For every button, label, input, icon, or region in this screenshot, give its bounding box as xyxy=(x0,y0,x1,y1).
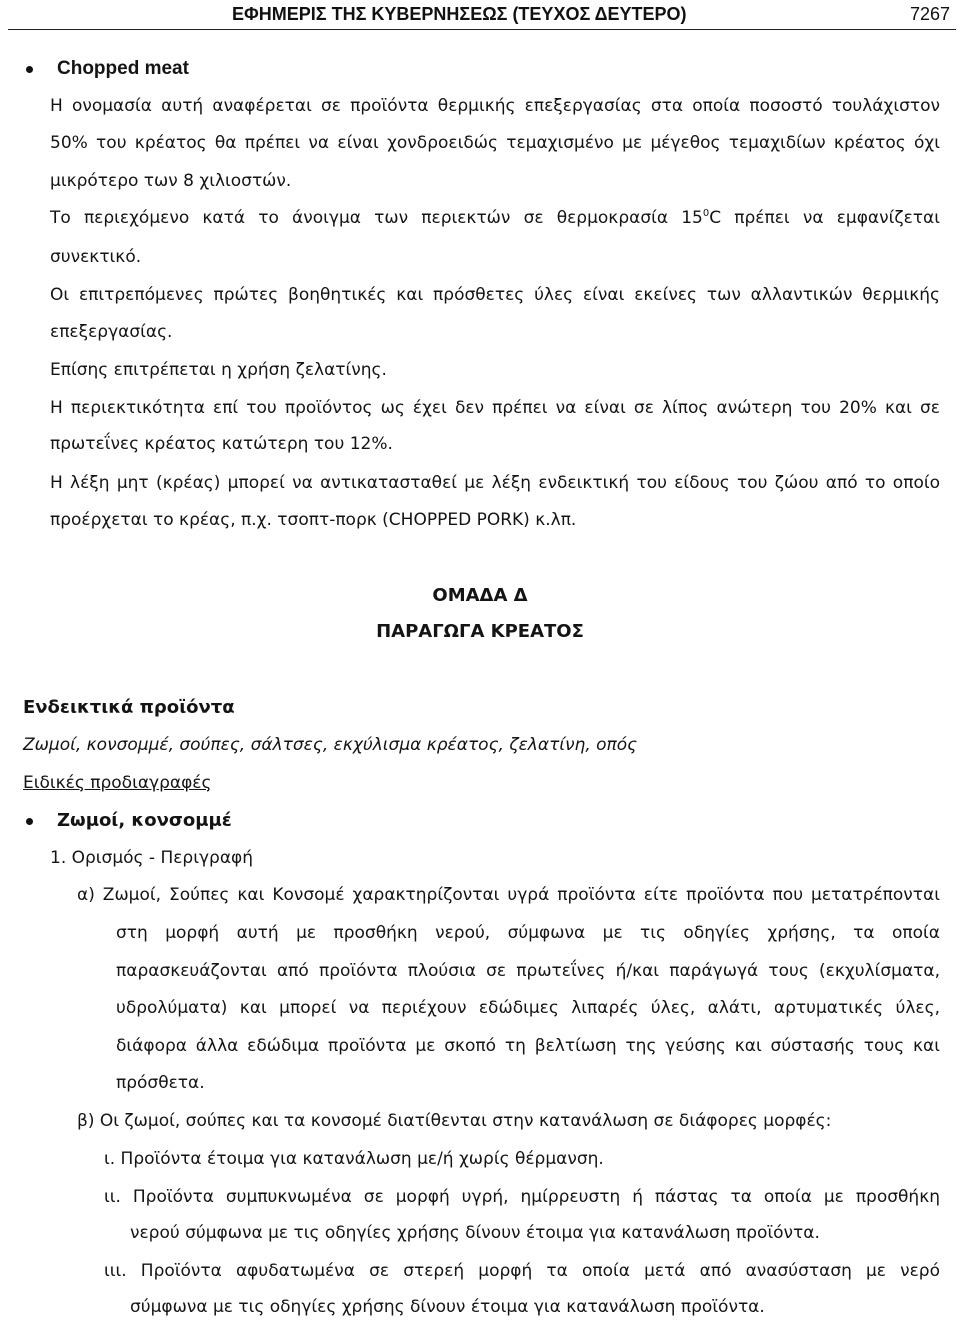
bullet-icon xyxy=(26,818,33,825)
indicative-products-list: Ζωμοί, κονσομμέ, σούπες, σάλτσες, εκχύλισμα κρέατος, ζελατίνη, οπός xyxy=(23,735,638,755)
paragraph-line: Η λέξη μητ (κρέας) μπορεί να αντικατασταθεί με λέξη ενδεικτική του είδους του ζώου από το οποίο xyxy=(50,473,940,493)
paragraph-line: πρόσθετα. xyxy=(116,1073,205,1093)
paragraph-line: παρασκευάζονται από προϊόντα πλούσια σε πρωτεΐνες ή/και παράγωγά τους (εκχυλίσματα, xyxy=(116,961,940,981)
paragraph-line: Οι επιτρεπόμενες πρώτες βοηθητικές και πρόσθετες ύλες είναι εκείνες των αλλαντικών θερμικής xyxy=(50,285,940,305)
page-header xyxy=(0,0,960,30)
superscript: 0 xyxy=(702,208,710,219)
text-fragment: C πρέπει να εμφανίζεται xyxy=(709,208,940,228)
section-heading-zomoi: Ζωμοί, κονσομμέ xyxy=(57,810,232,831)
list-item: ιι. Προϊόντα συμπυκνωμένα σε μορφή υγρή, ημίρρευστη ή πάστας τα οποία με προσθήκη xyxy=(104,1187,940,1207)
paragraph-line: Επίσης επιτρέπεται η χρήση ζελατίνης. xyxy=(50,360,387,380)
list-item-continuation: νερού σύμφωνα με τις οδηγίες χρήσης δίνουν έτοιμα για κατανάλωση προϊόντα. xyxy=(130,1223,820,1243)
list-item-continuation: σύμφωνα με τις οδηγίες χρήσης δίνουν έτοιμα για κατανάλωση προϊόντα. xyxy=(130,1297,765,1317)
paragraph-line: Η περιεκτικότητα επί του προϊόντος ως έχει δεν πρέπει να είναι σε λίπος ανώτερη του 20% και σε xyxy=(50,398,940,418)
paragraph-line: πρωτεΐνες κρέατος κατώτερη του 12%. xyxy=(50,434,393,454)
paragraph-line: 50% του κρέατος θα πρέπει να είναι χονδροειδώς τεμαχισμένο με μέγεθος τεμαχιδίων κρέατος όχι xyxy=(50,133,940,153)
definition-heading: 1. Ορισμός - Περιγραφή xyxy=(50,848,254,868)
paragraph-line: α) Ζωμοί, Σούπες και Κονσομέ χαρακτηρίζονται υγρά προϊόντα είτε προϊόντα που μετατρέπονται xyxy=(77,885,940,905)
paragraph-line: Η ονομασία αυτή αναφέρεται σε προϊόντα θερμικής επεξεργασίας στα οποία ποσοστό τουλάχιστον xyxy=(50,96,940,116)
section-heading-chopped-meat: Chopped meat xyxy=(57,58,189,79)
special-specs-heading: Ειδικές προδιαγραφές xyxy=(23,773,212,793)
group-title: ΟΜΑΔΑ Δ xyxy=(432,585,528,606)
page-number: 7267 xyxy=(909,4,950,24)
paragraph-line: στη μορφή αυτή με προσθήκη νερού, σύμφωνα με τις οδηγίες χρήσης, τα οποία xyxy=(116,923,940,943)
gazette-title: ΕΦΗΜΕΡΙΣ ΤΗΣ ΚΥΒΕΡΝΗΣΕΩΣ (ΤΕΥΧΟΣ ΔΕΥΤΕΡΟ) xyxy=(232,4,687,24)
paragraph-line: μικρότερο των 8 χιλιοστών. xyxy=(50,171,292,191)
list-item: ι. Προϊόντα έτοιμα για κατανάλωση με/ή χωρίς θέρμανση. xyxy=(104,1149,604,1169)
paragraph-line: προέρχεται το κρέας, π.χ. τσοπτ-πορκ (CHOPPED PORK) κ.λπ. xyxy=(50,510,577,530)
group-subtitle: ΠΑΡΑΓΩΓΑ ΚΡΕΑΤΟΣ xyxy=(376,621,584,642)
indicative-products-heading: Ενδεικτικά προϊόντα xyxy=(23,697,235,718)
text-fragment: Το περιεχόμενο κατά το άνοιγμα των περιεκτών σε θερμοκρασία 15 xyxy=(50,208,703,228)
bullet-icon xyxy=(26,66,33,73)
header-divider xyxy=(8,29,956,30)
paragraph-line: β) Οι ζωμοί, σούπες και τα κονσομέ διατίθενται στην κατανάλωση σε διάφορες μορφές: xyxy=(77,1111,832,1131)
paragraph-line: διάφορα άλλα εδώδιμα προϊόντα με σκοπό τη βελτίωση της γεύσης και σύστασής τους και xyxy=(116,1036,940,1056)
paragraph-line: υδρολύματα) και μπορεί να περιέχουν εδώδιμες λιπαρές ύλες, αλάτι, αρτυματικές ύλες, xyxy=(116,998,940,1018)
paragraph-line: επεξεργασίας. xyxy=(50,322,173,342)
paragraph-line xyxy=(50,207,940,229)
paragraph-line: συνεκτικό. xyxy=(50,247,142,267)
list-item: ιιι. Προϊόντα αφυδατωμένα σε στερεή μορφή τα οποία μετά από ανασύσταση με νερό xyxy=(104,1261,940,1281)
